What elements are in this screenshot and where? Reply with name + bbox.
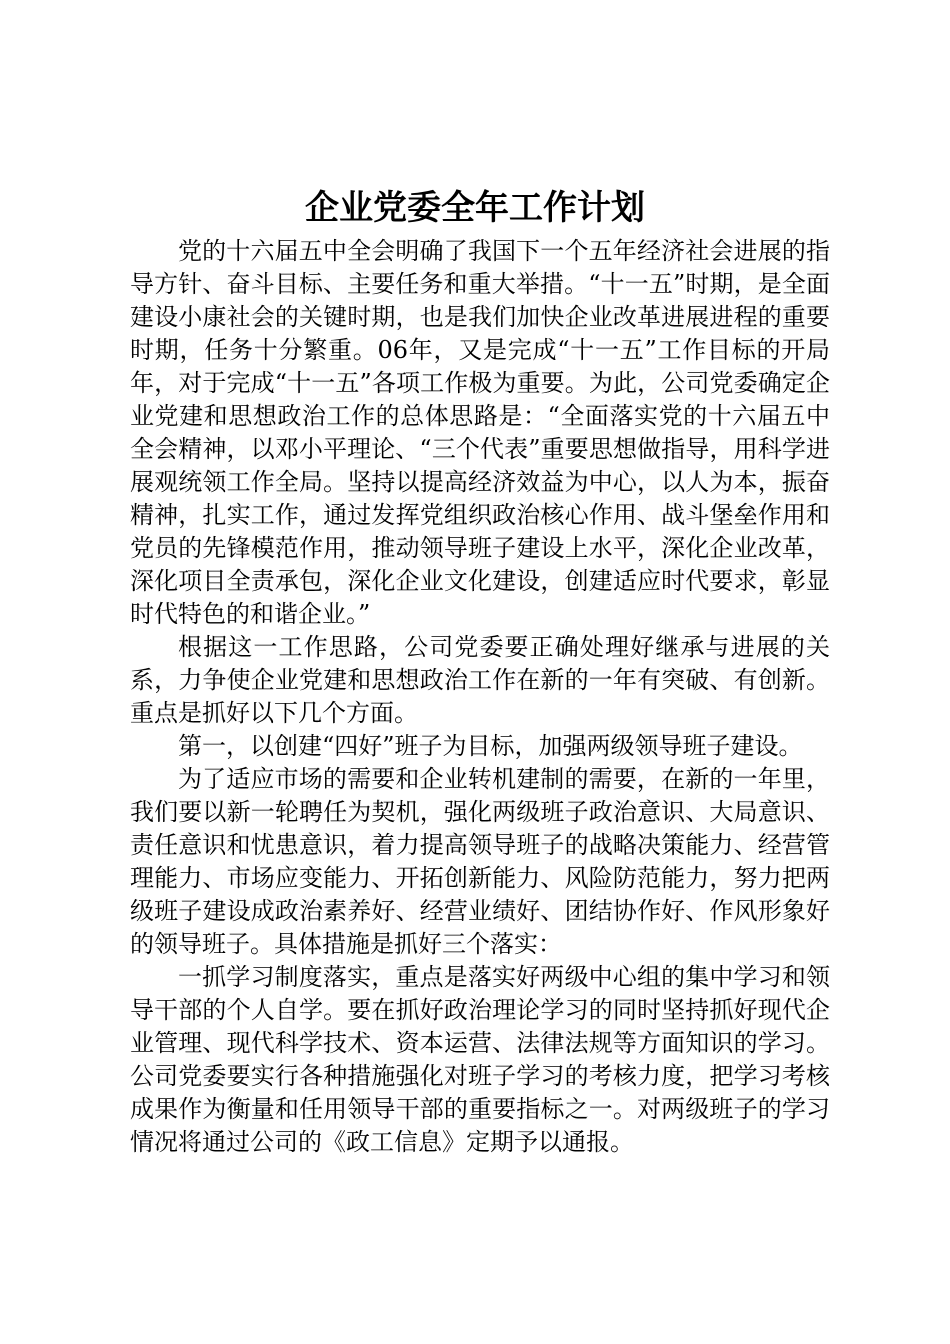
paragraph-general-idea: 党的十六届五中全会明确了我国下一个五年经济社会进展的指导方针、奋斗目标、主要任务和重大举措。“十一五”时期，是全面建设小康社会的关键时期，也是我们加快企业改革进展进程的重要时期，任务十分繁重。06年，又是完成“十一五”工作目标的开局年，对于完成“十一五”各项工作极为重要。为此，公司党委确定企业党建和思想政治工作的总体思路是：“全面落实党的十六届五中全会精神，以邓小平理论、“三个代表”重要思想做指导，用科学进展观统领工作全局。坚持以提高经济效益为中心，以人为本，振奋精神，扎实工作，通过发挥党组织政治核心作用、战斗堡垒作用和党员的先锋模范作用，推动领导班子建设上水平，深化企业改革，深化项目全责承包，深化企业文化建设，创建适应时代要求，彰显时代特色的和谐企业。”: [130, 237, 830, 628]
paragraph-leadership-building: 为了适应市场的需要和企业转机建制的需要，在新的一年里，我们要以新一轮聘任为契机，强化两级班子政治意识、大局意识、责任意识和忧患意识，着力提高领导班子的战略决策能力、经营管理能力、市场应变能力、开拓创新能力、风险防范能力，努力把两级班子建设成政治素养好、经营业绩好、团结协作好、作风形象好的领导班子。具体措施是抓好三个落实：: [130, 765, 830, 958]
paragraph-point-one-heading: 第一，以创建“四好”班子为目标，加强两级领导班子建设。: [178, 732, 803, 760]
document-body: [130, 235, 830, 1159]
document-title: 企业党委全年工作计划: [305, 188, 645, 228]
paragraph-study-system: 一抓学习制度落实，重点是落实好两级中心组的集中学习和领导干部的个人自学。要在抓好政治理论学习的同时坚持抓好现代企业管理、现代科学技术、资本运营、法律法规等方面知识的学习。公司党委要实行各种措施强化对班子学习的考核力度，把学习考核成果作为衡量和任用领导干部的重要指标之一。对两级班子的学习情况将通过公司的《政工信息》定期予以通报。: [130, 963, 830, 1156]
paragraph-key-aspects: 根据这一工作思路，公司党委要正确处理好继承与进展的关系，力争使企业党建和思想政治工作在新的一年有突破、有创新。重点是抓好以下几个方面。: [130, 633, 830, 727]
